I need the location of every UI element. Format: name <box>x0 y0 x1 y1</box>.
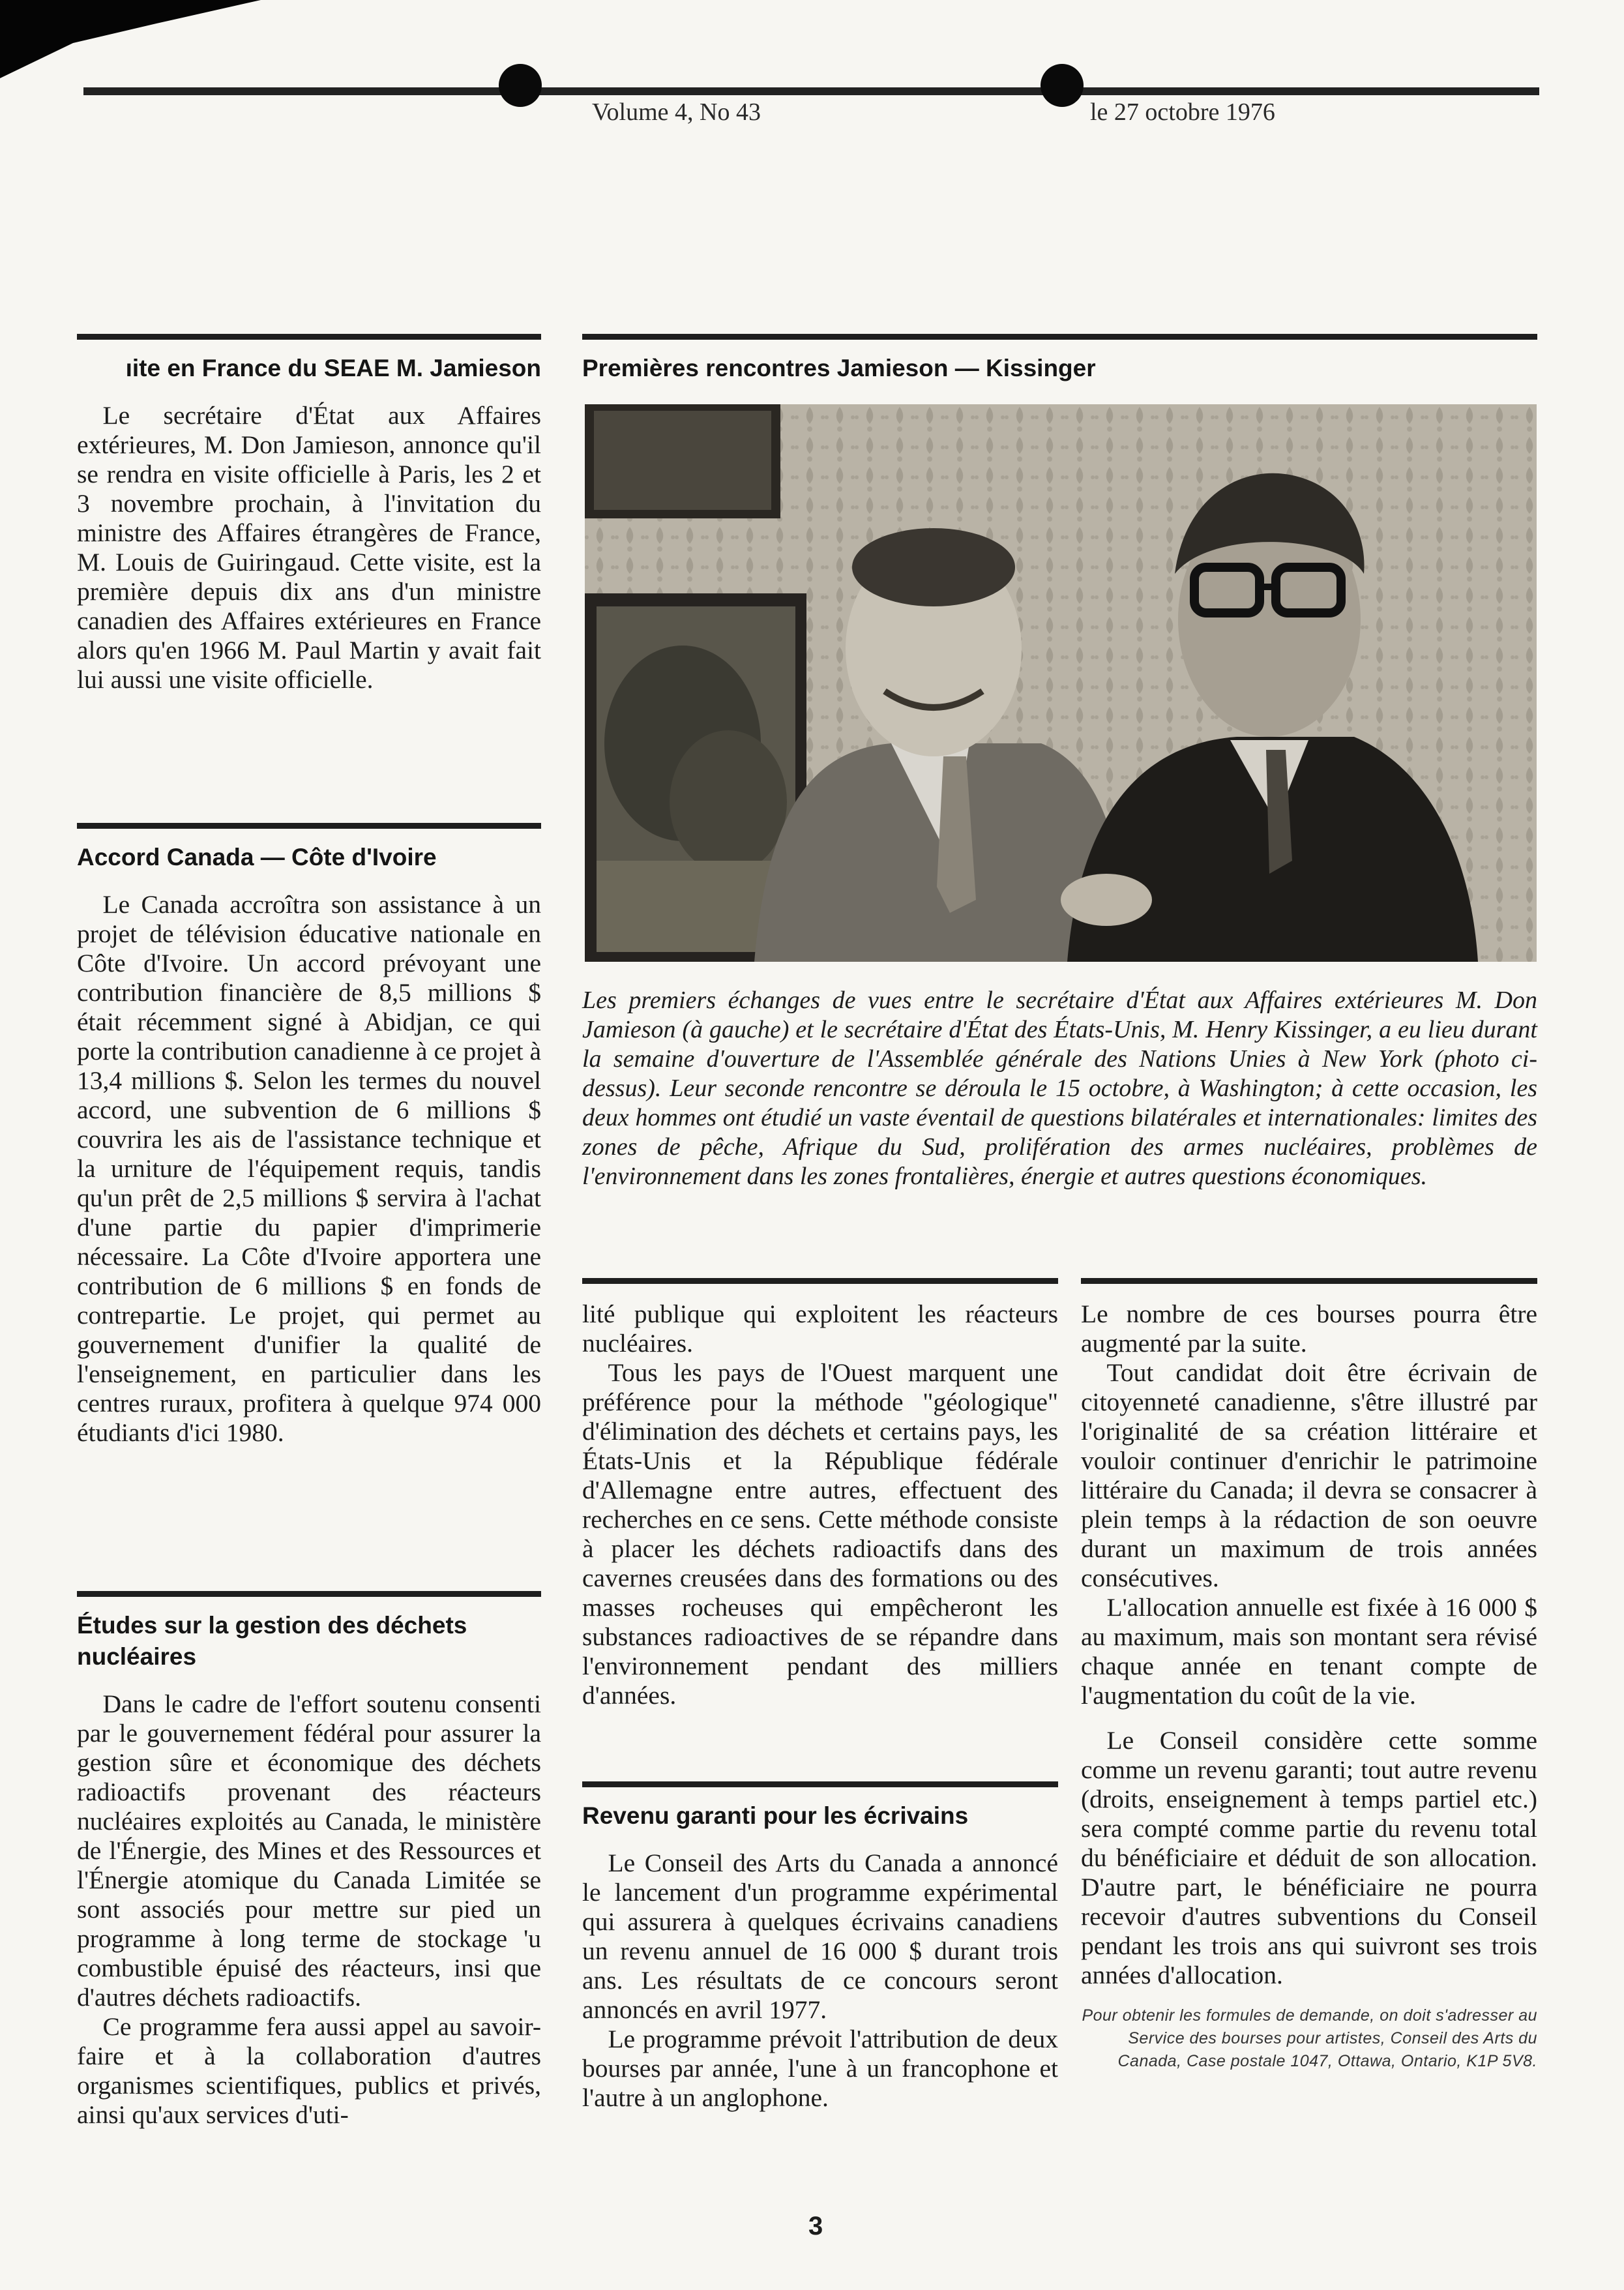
photo-image <box>585 404 1537 962</box>
section-rule <box>77 1591 541 1597</box>
section-rule <box>77 823 541 829</box>
paragraph: Le Canada accroîtra son assistance à un projet de télévision éducative nationale en Côte d'Ivoire. Un accord prévoyant une contribution financière de 8,5 millions $ était récemment signé à Abidjan, ce qui porte la contribution canadienne à ce projet à 13,4 millions $. Selon les termes du nouvel accord, une subvention de 6 millions $ couvrira les ais de l'assistance technique et la urniture de l'équipement requis, tandis qu'un prêt de 2,5 millions $ servira à l'achat d'une partie du papier d'imprimerie nécessaire. La Côte d'Ivoire apportera une contribution de 6 millions $ en fonds de contrepartie. Le projet, qui permet au gouvernement d'unifier la qualité de l'enseignement, en particulier dans les centres ruraux, profitera à quelque 974 000 étudiants d'ici 1980. <box>77 890 541 1447</box>
article-body <box>582 1300 1058 1710</box>
section-rule <box>1081 1278 1537 1284</box>
issue-date: le 27 octobre 1976 <box>1090 98 1275 126</box>
article-body <box>582 1849 1058 2113</box>
photo-caption: Les premiers échanges de vues entre le secrétaire d'État aux Affaires extérieures M. Don Jamieson (à gauche) et le secrétaire d'État des États-Unis, M. Henry Kissinger, a eu lieu durant la semaine d'ouverture de l'Assemblée générale des Nations Unies à New York (photo ci-dessus). Leur seconde rencontre se déroula le 15 octobre, à Washington; à cette occasion, les deux hommes ont étudié un vaste éventail de questions bilatérales et internationales: limites des zones de pêche, Afrique du Sud, prolifération des armes nucléaires, problèmes de l'environnement dans les zones frontalières, énergie et autres questions économiques. <box>582 987 1537 1190</box>
article-body <box>77 1689 541 2130</box>
article-accord <box>77 823 541 1448</box>
section-rule <box>582 1278 1058 1284</box>
paragraph: Le Conseil des Arts du Canada a annoncé le lancement d'un programme expérimental qui assurera à quelques écrivains canadiens un revenu annuel de 16 000 $ durant trois ans. Les résultats de ce concours seront annoncés en avril 1977. <box>582 1849 1058 2024</box>
paragraph: Le programme prévoit l'attribution de deux bourses par année, l'une à un francophone et l'autre à un anglophone. <box>582 2025 1058 2112</box>
article-visite <box>77 334 541 694</box>
article-title: Premières rencontres Jamieson — Kissinger <box>582 355 1096 381</box>
paragraph: L'allocation annuelle est fixée à 16 000 $ au maximum, mais son montant sera révisé chaque année en tenant compte de l'augmentation du coût de la vie. <box>1081 1593 1537 1710</box>
masthead-rule <box>83 87 1539 95</box>
section-rule <box>582 334 1537 340</box>
page-number: 3 <box>808 2212 823 2240</box>
paragraph: Le secrétaire d'État aux Affaires extérieures, M. Don Jamieson, annonce qu'il se rendra en visite officielle à Paris, les 2 et 3 novembre prochain, à l'invitation du ministre des Affaires étrangères de France, M. Louis de Guiringaud. Cette visite, est la première depuis dix ans d'un ministre canadien des Affaires extérieures en France alors qu'en 1966 M. Paul Martin y avait fait lui aussi une visite officielle. <box>77 401 541 694</box>
article-body <box>1081 1300 1537 1990</box>
article-dechets <box>77 1591 541 2130</box>
article-title: Études sur la gestion des déchets nucléaires <box>77 1612 467 1670</box>
paragraph: Le nombre de ces bourses pourra être augmenté par la suite. <box>1081 1300 1537 1358</box>
paragraph: Tout candidat doit être écrivain de citoyenneté canadienne, s'être illustré par l'originalité de sa création littéraire et vouloir continuer d'enrichir le patrimoine littéraire du Canada; il devra se consacrer à plein temps à la rédaction de son oeuvre durant un maximum de trois années consécutives. <box>1081 1358 1537 1592</box>
paragraph: Tous les pays de l'Ouest marquent une préférence pour la méthode "géologique" d'élimination des déchets et certains pays, les États-Unis et la République fédérale d'Allemagne entre autres, effectuent des recherches en ce sens. Cette méthode consiste à placer les déchets radioactifs dans des cavernes creusées dans des formations ou des masses rocheuses qui empêcheront les substances radioactives de se répandre dans l'environnement pendant des milliers d'années. <box>582 1358 1058 1710</box>
article-dechets-continued <box>582 1278 1058 1710</box>
article-kissinger <box>582 334 1537 401</box>
scan-corner-mark <box>0 0 261 78</box>
article-title: Revenu garanti pour les écrivains <box>582 1802 969 1829</box>
article-revenu <box>582 1781 1058 2113</box>
paragraph: lité publique qui exploitent les réacteurs nucléaires. <box>582 1300 1058 1358</box>
paragraph: Ce programme fera aussi appel au savoir-faire et à la collaboration d'autres organismes scientifiques, publics et privés, ainsi qu'aux services d'uti- <box>77 2012 541 2129</box>
article-title: ıite en France du SEAE M. Jamieson <box>125 355 541 381</box>
section-rule <box>582 1781 1058 1787</box>
paragraph: Dans le cadre de l'effort soutenu consenti par le gouvernement fédéral pour assurer la gestion sûre et économique des déchets radioactifs provenant des réacteurs nucléaires exploités au Canada, le ministère de l'Énergie, des Mines et des Ressources et l'Énergie atomique du Canada Limitée se sont associés pour mettre sur pied un programme à long terme de stockage 'u combustible épuisé des réacteurs, insi que d'autres déchets radioactifs. <box>77 1689 541 2012</box>
section-rule <box>77 334 541 340</box>
paragraph: Le Conseil considère cette somme comme un revenu garanti; tout autre revenu (droits, enseignement à temps partiel etc.) sera compté comme partie du revenu total du bénéficiaire et déduit de son allocation. D'autre part, le bénéficiaire ne pourra recevoir d'autres subventions du Conseil pendant les trois ans qui suivront ses trois années d'allocation. <box>1081 1726 1537 1989</box>
photo-jamieson-kissinger <box>585 404 1537 962</box>
masthead-bullet-right <box>1041 64 1084 107</box>
article-revenu-continued <box>1081 1278 1537 2073</box>
article-body <box>77 401 541 694</box>
application-note: Pour obtenir les formules de demande, on doit s'adresser au Service des bourses pour artistes, Conseil des Arts du Canada, Case postale 1047, Ottawa, Ontario, K1P 5V8. <box>1082 2006 1537 2070</box>
article-title: Accord Canada — Côte d'Ivoire <box>77 844 437 870</box>
photo-caption-block <box>582 986 1537 1191</box>
masthead-bullet-left <box>499 64 542 107</box>
article-body <box>77 890 541 1448</box>
volume-number: Volume 4, No 43 <box>592 98 761 126</box>
